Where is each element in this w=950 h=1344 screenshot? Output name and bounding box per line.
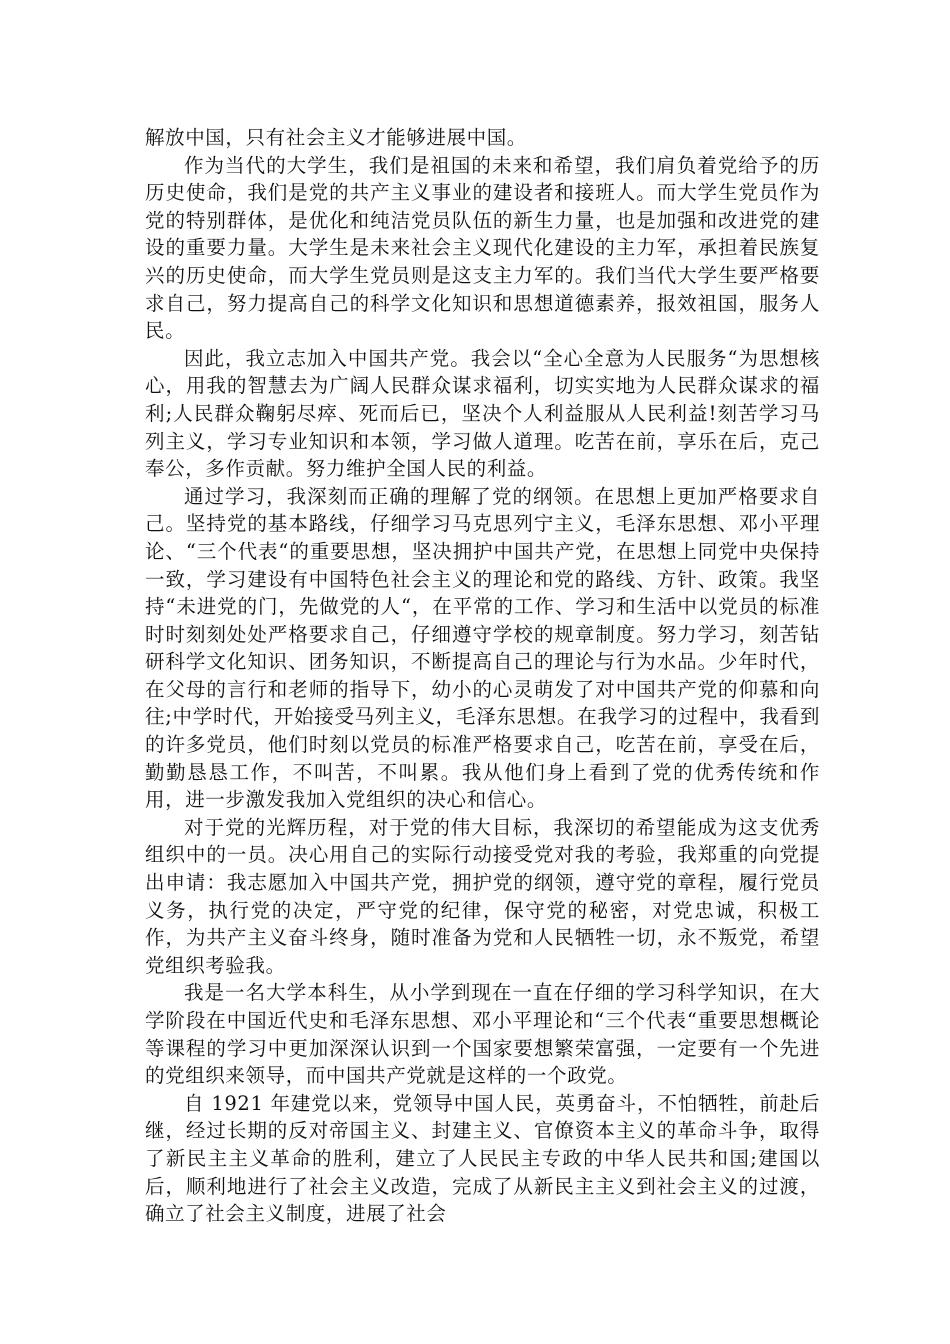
paragraph-4: 通过学习，我深刻而正确的理解了党的纲领。在思想上更加严格要求自己。坚持党的基本路线，仔细学习马克思列宁主义，毛泽东思想、邓小平理论、“三个代表“的重要思想，坚决拥护中国共产党，在思想上同党中央保持一致，学习建设有中国特色社会主义的理论和党的路线、方针、政策。我坚持“未进党的门，先做党的人“，在平常的工作、学习和生活中以党员的标准时时刻刻处处严格要求自己，仔细遵守学校的规章制度。努力学习，刻苦钻研科学文化知识、团务知识，不断提高自己的理论与行为水品。少年时代，在父母的言行和老师的指导下，幼小的心灵萌发了对中国共产党的仰慕和向往;中学时代，开始接受马列主义，毛泽东思想。在我学习的过程中，我看到的许多党员，他们时刻以党员的标准严格要求自己，吃苦在前，享受在后，勤勤恳恳工作，不叫苦，不叫累。我从他们身上看到了党的优秀传统和作用，进一步激发我加入党组织的决心和信心。	[145, 484, 820, 812]
paragraph-7: 自 1921 年建党以来，党领导中国人民，英勇奋斗，不怕牺牲，前赴后继，经过长期的反对帝国主义、封建主义、官僚资本主义的革命斗争，取得了新民主主义革命的胜利，建立了人民民主专政的中华人民共和国;建国以后，顺利地进行了社会主义改造，完成了从新民主主义到社会主义的过渡，确立了社会主义制度，进展了社会	[145, 1091, 820, 1226]
paragraph-1: 解放中国，只有社会主义才能够进展中国。	[145, 126, 527, 149]
paragraph-5: 对于党的光辉历程，对于党的伟大目标，我深切的希望能成为这支优秀组织中的一员。决心用自己的实际行动接受党对我的考验，我郑重的向党提出申请：我志愿加入中国共产党，拥护党的纲领，遵守党的章程，履行党员义务，执行党的决定，严守党的纪律，保守党的秘密，对党忠诚，积极工作，为共产主义奋斗终身，随时准备为党和人民牺牲一切，永不叛党，希望党组织考验我。	[145, 815, 820, 977]
paragraph-3: 因此，我立志加入中国共产党。我会以“全心全意为人民服务“为思想核心，用我的智慧去为广阔人民群众谋求福利，切实实地为人民群众谋求的福利;人民群众鞠躬尽瘁、死而后已，坚决个人利益服从人民利益!刻苦学习马列主义，学习专业知识和本领，学习做人道理。吃苦在前，享乐在后，克己奉公，多作贡献。努力维护全国人民的利益。	[145, 346, 820, 481]
document-body	[145, 124, 820, 1228]
paragraph-6: 我是一名大学本科生，从小学到现在一直在仔细的学习科学知识，在大学阶段在中国近代史和毛泽东思想、邓小平理论和“三个代表“重要思想概论等课程的学习中更加深深认识到一个国家要想繁荣富强，一定要有一个先进的党组织来领导，而中国共产党就是这样的一个政党。	[145, 981, 820, 1088]
paragraph-2: 作为当代的大学生，我们是祖国的未来和希望，我们肩负着党给予的历历史使命，我们是党的共产主义事业的建设者和接班人。而大学生党员作为党的特别群体，是优化和纯洁党员队伍的新生力量，也是加强和改进党的建设的重要力量。大学生是未来社会主义现代化建设的主力军，承担着民族复兴的历史使命，而大学生党员则是这支主力军的。我们当代大学生要严格要求自己，努力提高自己的科学文化知识和思想道德素养，报效祖国，服务人民。	[145, 153, 820, 343]
